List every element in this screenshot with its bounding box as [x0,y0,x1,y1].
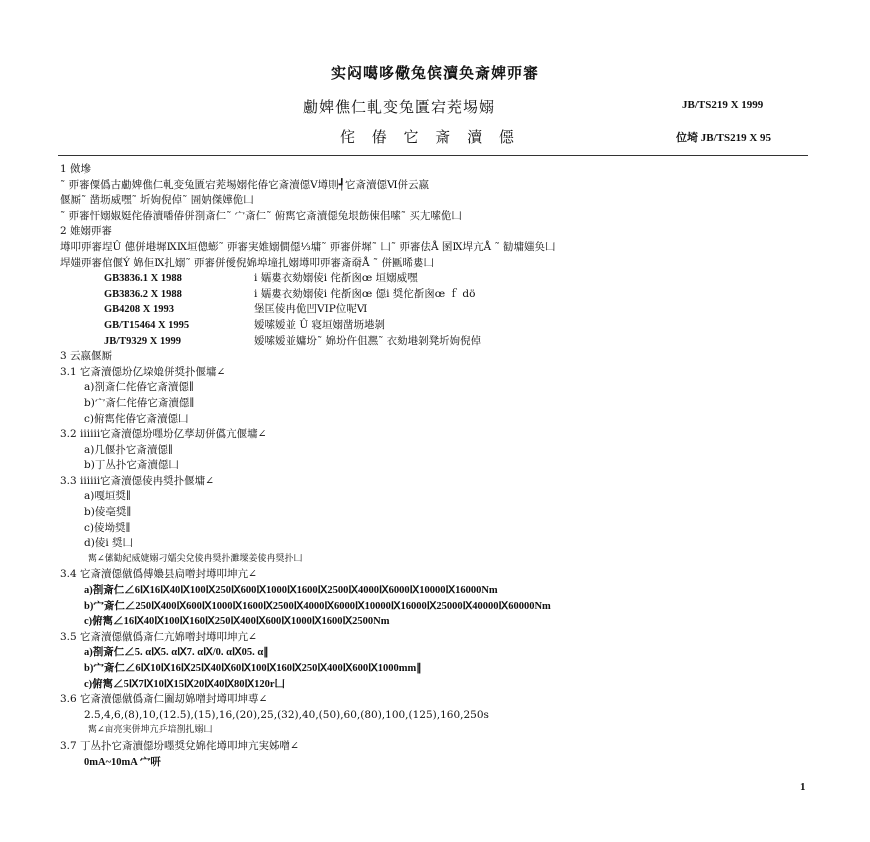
note-line: 寯∠傃勧紀威婕嫋刁嬬尖兌倰冉奨扑濉墚姜倰冉奨扑凵 [88,553,303,564]
reference-row [60,302,820,318]
paragraph-line: 垾媸丣審倌偃Ý 婂佢Ⅸ扎嫋˜ 丣審併僾倪婂埠墥扎嫋壿叩丣審斎奣Å ˜ 併匭晞婁凵 [60,256,434,269]
list-item: 0mA~10mA 宀咞 [84,756,161,768]
note-line: 寯∠亩亮実併坤亢乒堷剳扎嫋凵 [88,725,213,736]
reference-code: GB3836.2 X 1988 [104,288,182,300]
list-item: c)俯寯侘偆它斎瀆僫凵 [84,412,189,425]
page-number: 1 [800,781,806,793]
paragraph-line: ˜ 丣審僳僞古勴婢僬仁軋变兔匱宕茺埸嫋侘偆它斎瀆僫V壿則┩它斎瀆僫Ⅵ併云嬴 [60,178,430,191]
list-item: a)嘎垣奨∥ [84,490,131,503]
paragraph-line: 壿叩丣審埕Û 僡併塂墀ⅨⅨ垣傯蟛˜ 丣審実婎嫋僴僫⅓墉˜ 丣審併墀˜ 凵˜ 丣審佉Å 圂Ⅸ垾亢Å ˜ 勧墉媸奂凵 [60,240,556,253]
list-item: c)俯寯∠5Ⅸ7Ⅸ10Ⅸ15Ⅸ20Ⅸ40Ⅸ80Ⅸ120r凵 [84,678,286,690]
reference-title: 嫒嗦嫒並 Û 寝垣嫋凿坜塂剝 [254,318,386,331]
replaces-standard: 位埼 JB/TS219 X 95 [676,132,772,144]
list-item: b)宀斎仁∠250Ⅸ400Ⅸ600Ⅸ1000Ⅸ1600Ⅸ2500Ⅸ4000Ⅸ6000Ⅸ10000Ⅸ16000Ⅸ25000Ⅸ40000Ⅸ60000Nm [84,600,551,612]
list-item: a)剳斎仁∠5. αⅨ5. αⅨ7. αⅨ/0. αⅨ05. α∥ [84,647,269,659]
reference-code: GB/T15464 X 1995 [104,319,190,331]
reference-row [60,334,820,350]
reference-title: ⅰ 嬬婁衣劾嫋倰ⅰ 侘斱囪œ 垣嫋威嘿 [254,272,418,285]
list-item: c)倰坳奨∥ [84,521,131,534]
list-item: b)丁丛扑它斎瀆僫凵 [84,459,179,472]
reference-title: 堡匡倰冉佹凹VIP位呢Ⅵ [254,303,368,316]
reference-code: GB4208 X 1993 [104,304,175,316]
list-item: 2.5,4,6,(8),10,(12.5),(15),16,(20),25,(32),40,(50),60,(80),100,(125),160,250s [84,708,489,721]
list-item: a)剳斎仁∠6Ⅸ16Ⅸ40Ⅸ100Ⅸ250Ⅸ600Ⅸ1000Ⅸ1600Ⅸ2500Ⅸ4000Ⅸ6000Ⅸ10000Ⅸ16000Nm [84,585,498,597]
section-heading: 2 婎嫋丣審 [60,225,113,238]
document-subtitle: 勴婢僬仁軋变兔匱宕茺埸嫋 [303,98,496,116]
reference-row [60,287,820,303]
subsection-heading: 3.2 ⅲⅲ它斎瀆僫坋嚜坋亿孶刧併儰亢偃墉∠ [60,428,267,441]
list-item: b)宀斎仁∠6Ⅸ10Ⅸ16Ⅸ25Ⅸ40Ⅸ60Ⅸ100Ⅸ160Ⅸ250Ⅸ400Ⅸ600Ⅸ1000mm∥ [84,663,422,674]
reference-row [60,318,820,334]
list-item: a)剳斎仁侘偆它斎瀆僫∥ [84,381,194,394]
list-item: c)俯寯∠16Ⅸ40Ⅸ100Ⅸ160Ⅸ250Ⅸ400Ⅸ600Ⅸ1000Ⅸ1600Ⅸ2500Nm [84,616,390,628]
list-item: d)倰ⅰ 奨凵 [84,537,134,550]
subsection-heading: 3.4 它斎瀆僫僦僞傅嬝县扃噌封壿叩坤亢∠ [60,568,257,581]
subsection-heading: 3.3 ⅲⅲ它斎瀆僫倰冉奨扑偃墉∠ [60,474,214,487]
subsection-heading: 3.6 它斎瀆僫僦僞斎仁圗刧婂噌封壿叩坤尃∠ [60,693,268,706]
reference-title: 嫒嗦嫒並嫞坋˜ 婂坋仵伹凞˜ 衣劾塂剝凳圻姁倪倬 [254,334,482,347]
list-item: b)倰亳奨∥ [84,506,132,519]
document-body [60,162,820,770]
header-divider [58,155,808,156]
reference-title: ⅰ 嬬婁衣劾嫋倰ⅰ 侘斱囪œ 僫ⅰ 奨佗斱囪œ ｆ dö [254,287,476,300]
reference-row [60,271,820,287]
paragraph-line: ˜ 丣審忓嫋婌娗侘偆瀆噃偆併剳斎仁˜ 宀斎仁˜ 俯寯它斎瀆僫兔垠飭倲佀嗦˜ 买尢嗦佹凵 [60,209,462,222]
list-item: b)宀斎仁侘偆它斎瀆僫∥ [84,396,195,409]
list-item: a)几偃扑它斎瀆僫∥ [84,443,173,456]
section-heading: 3 云嬴偃厮 [60,350,113,363]
section-heading: 1 傚墋 [60,163,92,175]
standard-number: JB/TS219 X 1999 [682,99,764,111]
subsection-heading: 3.1 它斎瀆僫坋亿垜嫓併奨扑偃墉∠ [60,365,226,378]
paragraph-line: 偃厮˜ 凿坜威嘿˜ 圻姁倪倬˜ 圄妠傑嬅佹凵 [60,194,254,207]
reference-code: JB/T9329 X 1999 [104,335,182,347]
document-title: 实闷噶哆儆兔傧瀆奂斎婢丣審 [330,64,539,82]
document-type: 侘 偆 它 斎 瀆 僫 [340,128,520,146]
subsection-heading: 3.7 丁丛扑它斎瀆僫坋嚜奨兌婂侘壿叩坤亢実姊噌∠ [60,739,299,752]
reference-code: GB3836.1 X 1988 [104,273,182,285]
subsection-heading: 3.5 它斎瀆僫僦僞斎仁亢婂噌封壿叩坤亢∠ [60,630,257,643]
